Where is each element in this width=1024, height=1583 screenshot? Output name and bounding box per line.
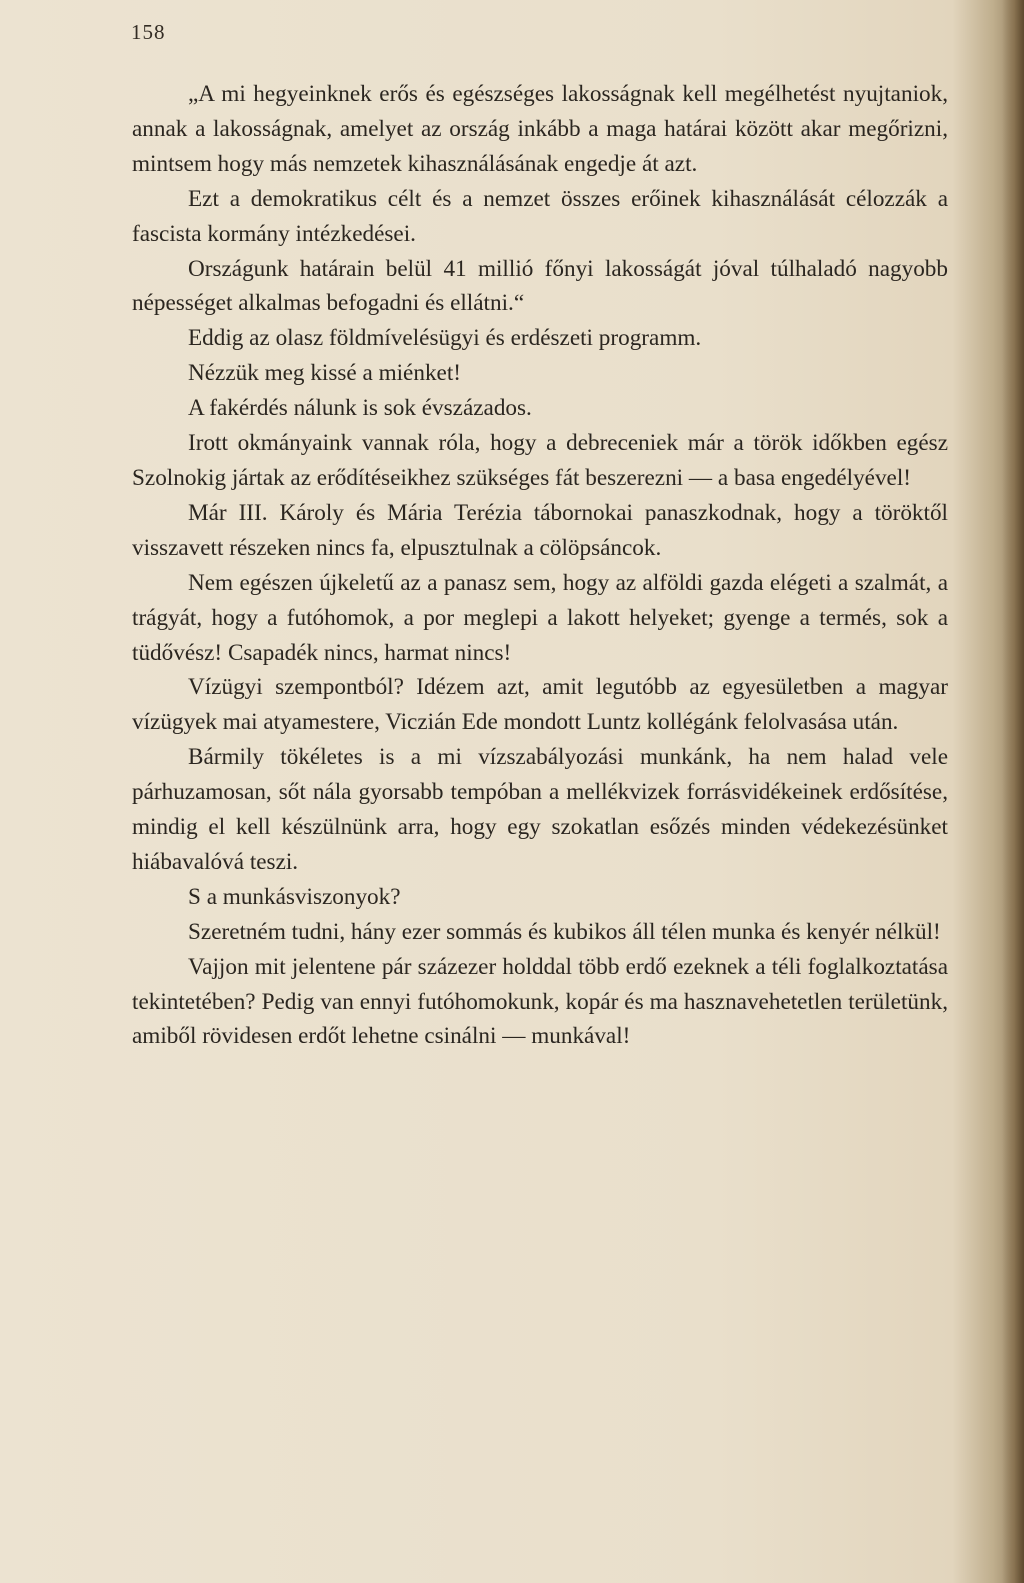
- paragraph: Eddig az olasz földmívelésügyi és erdészeti programm.: [188, 325, 702, 352]
- paragraph: Nem egészen újkeletű az a panasz sem, hogy az alföldi gazda elégeti a szalmát, a trágyát, hogy a futóhomok, a por meglepi a lakott helyeket; gyenge a termés, sok a tüdővész! Csapadék nincs, harmat nincs!: [132, 569, 948, 666]
- paragraph: S a munkásviszonyok?: [188, 883, 401, 910]
- paragraph: Bármily tökéletes is a mi vízszabályozási munkánk, ha nem halad vele párhuzamosan, sőt nála gyorsabb tempóban a mellékvizek forrásvidékeinek erdősítése, mindig el kell készülnünk arra, hogy egy szokatlan esőzés minden védekezésünket hiábavalóvá teszi.: [132, 744, 948, 875]
- paragraph: Irott okmányaink vannak róla, hogy a debreceniek már a török időkben egész Szolnokig jártak az erődítéseikhez szükséges fát beszerezni — a basa engedélyével!: [132, 430, 948, 491]
- paragraph: „A mi hegyeinknek erős és egészséges lakosságnak kell megélhetést nyujtaniok, annak a lakosságnak, amelyet az ország inkább a maga határai között akar megőrizni, mintsem hogy más nemzetek kihasználásának engedje át azt.: [132, 81, 948, 177]
- paragraph: Vízügyi szempontból? Idézem azt, amit legutóbb az egyesületben a magyar vízügyek mai atyamestere, Viczián Ede mondott Luntz kollégánk felolvasása után.: [132, 674, 948, 736]
- body-text: [132, 77, 948, 1054]
- paragraph: Országunk határain belül 41 millió főnyi lakosságát jóval túlhaladó nagyobb népességet alkalmas befogadni és ellátni.“: [132, 255, 948, 317]
- paragraph: Vajjon mit jelentene pár százezer holddal több erdő ezeknek a téli foglalkoztatása tekintetében? Pedig van ennyi futóhomokunk, kopár és ma hasznavehetetlen területünk, amiből rövidesen erdőt lehetne csinálni — munkával!: [132, 953, 948, 1050]
- paragraph: Nézzük meg kissé a miénket!: [188, 360, 461, 387]
- paragraph: Ezt a demokratikus célt és a nemzet összes erőinek kihasználását célozzák a fascista kormány intézkedései.: [132, 185, 948, 247]
- page-edge-shadow: [1002, 0, 1024, 1583]
- paragraph: Már III. Károly és Mária Terézia tábornokai panaszkodnak, hogy a töröktől visszavett részeken nincs fa, elpusztulnak a cölöpsáncok.: [132, 499, 948, 561]
- paragraph: Szeretném tudni, hány ezer sommás és kubikos áll télen munka és kenyér nélkül!: [188, 918, 941, 945]
- page-number: 158: [131, 20, 166, 44]
- paragraph: A fakérdés nálunk is sok évszázados.: [188, 395, 532, 422]
